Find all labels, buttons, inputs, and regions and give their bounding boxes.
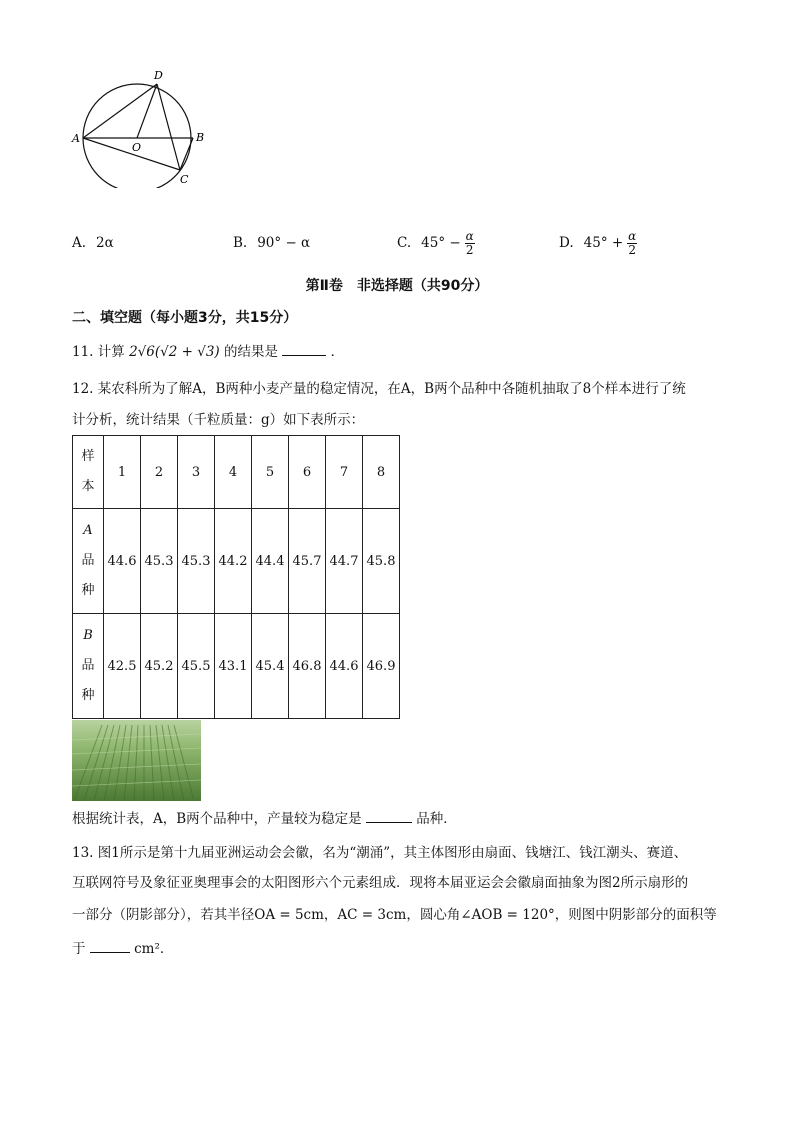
sample-number-cell: 3 <box>178 436 215 509</box>
row-a-label-char: A <box>83 523 93 538</box>
row-b-value: 46.9 <box>363 614 400 719</box>
choice-a-letter: A. <box>72 235 87 251</box>
row-a-value: 44.4 <box>252 509 289 614</box>
wheat-field-photo <box>72 720 201 801</box>
sample-number-cell: 8 <box>363 436 400 509</box>
row-b-value: 43.1 <box>215 614 252 719</box>
choice-d-numerator: α <box>628 228 637 243</box>
choice-c-fraction <box>465 230 475 257</box>
yield-table <box>72 435 400 719</box>
table-header-row <box>73 436 400 509</box>
row-a-value: 44.6 <box>104 509 141 614</box>
choice-b-letter: B. <box>233 235 248 251</box>
q11-text-b: 的结果是 <box>223 344 278 360</box>
choice-c[interactable] <box>397 226 475 260</box>
choice-c-numerator: α <box>465 228 474 243</box>
q13-text-a: 于 <box>72 941 86 957</box>
row-b-value: 45.4 <box>252 614 289 719</box>
label-c: C <box>180 173 189 186</box>
choice-a[interactable] <box>72 226 114 260</box>
row-b-label-char: B <box>83 628 93 643</box>
chord-dc <box>157 84 180 170</box>
choice-b[interactable] <box>233 226 310 260</box>
choice-a-expr: 2α <box>96 235 114 251</box>
header-label-char: 本 <box>81 479 95 494</box>
choice-d-denominator: 2 <box>628 242 637 257</box>
choice-b-expr: 90° − α <box>257 235 311 251</box>
table-row-b <box>73 614 400 719</box>
section-title: 二、填空题（每小题3分，共15分） <box>72 310 298 326</box>
chord-bc <box>180 138 193 170</box>
sample-number-cell: 4 <box>215 436 252 509</box>
q12-line-1: 12. 某农科所为了解A，B两种小麦产量的稳定情况，在A，B两个品种中各随机抽取了8个样本进行了统 <box>72 381 686 397</box>
row-a-value: 45.7 <box>289 509 326 614</box>
q12-conclusion <box>72 808 457 830</box>
row-b-label-char: 品 <box>81 658 95 673</box>
q11-number: 11. <box>72 344 94 360</box>
row-a-value: 45.3 <box>178 509 215 614</box>
q12-answer-blank[interactable] <box>366 810 412 823</box>
sample-number-cell: 5 <box>252 436 289 509</box>
q13-line-1: 13. 图1所示是第十九届亚洲运动会会徽，名为“潮涌”，其主体图形由扇面、钱塘江、钱江潮头、赛道、 <box>72 845 688 861</box>
sample-number-cell: 1 <box>104 436 141 509</box>
choice-c-denominator: 2 <box>465 242 474 257</box>
label-d: D <box>154 69 163 82</box>
answer-choices <box>72 226 692 266</box>
q13-line-4 <box>72 938 173 960</box>
choice-d-fraction <box>627 230 637 257</box>
sample-number-cell: 6 <box>289 436 326 509</box>
row-b-value: 44.6 <box>326 614 363 719</box>
q11-expression: 2√6(√2 + √3) <box>129 344 220 360</box>
row-a-label-char: 种 <box>81 583 95 598</box>
q13-line-2: 互联网符号及象征亚奥理事会的太阳图形六个元素组成．现将本届亚运会会徽扇面抽象为图2所示扇形的 <box>72 875 689 891</box>
circle-outline <box>83 84 191 188</box>
sample-number-cell: 7 <box>326 436 363 509</box>
q13-answer-blank[interactable] <box>90 940 130 953</box>
q12-conclusion-end: 品种． <box>416 811 457 827</box>
row-a-value: 44.2 <box>215 509 252 614</box>
header-label-cell <box>73 436 104 509</box>
choice-d[interactable] <box>559 226 637 260</box>
row-b-value: 45.2 <box>141 614 178 719</box>
label-b: B <box>196 131 205 144</box>
label-a: A <box>72 132 80 145</box>
row-b-value: 46.8 <box>289 614 326 719</box>
q11-text-a: 计算 <box>97 344 125 360</box>
q13-unit: cm²． <box>134 941 174 957</box>
circle-geometry-figure <box>70 68 220 192</box>
label-o: O <box>132 141 142 154</box>
row-b-value: 45.5 <box>178 614 215 719</box>
row-b-label-char: 种 <box>81 688 95 703</box>
header-label-char: 样 <box>81 449 95 464</box>
row-b-value: 42.5 <box>104 614 141 719</box>
row-a-value: 45.3 <box>141 509 178 614</box>
choice-d-expr: 45° + <box>583 235 624 251</box>
q12-line-2: 计分析，统计结果（千粒质量：g）如下表所示： <box>72 412 365 428</box>
choice-d-letter: D. <box>559 235 574 251</box>
row-b-label-cell <box>73 614 104 719</box>
choice-c-letter: C. <box>397 235 412 251</box>
row-a-value: 45.8 <box>363 509 400 614</box>
q11-answer-blank[interactable] <box>282 343 326 356</box>
q13-line-3: 一部分（阴影部分），若其半径OA = 5cm，AC = 3cm，圆心角∠AOB = 120°，则图中阴影部分的面积等 <box>72 907 717 923</box>
segment-od <box>137 84 157 138</box>
part-title: 第Ⅱ卷 非选择题（共90分） <box>305 278 489 294</box>
row-a-label-char: 品 <box>81 553 95 568</box>
row-a-label-cell <box>73 509 104 614</box>
choice-c-expr: 45° − <box>421 235 461 251</box>
chord-ad <box>83 84 157 138</box>
question-11 <box>72 341 344 363</box>
q11-end: ． <box>330 344 345 360</box>
q12-conclusion-text: 根据统计表，A，B两个品种中，产量较为稳定是 <box>72 811 362 827</box>
table-row-a <box>73 509 400 614</box>
row-a-value: 44.7 <box>326 509 363 614</box>
sample-number-cell: 2 <box>141 436 178 509</box>
